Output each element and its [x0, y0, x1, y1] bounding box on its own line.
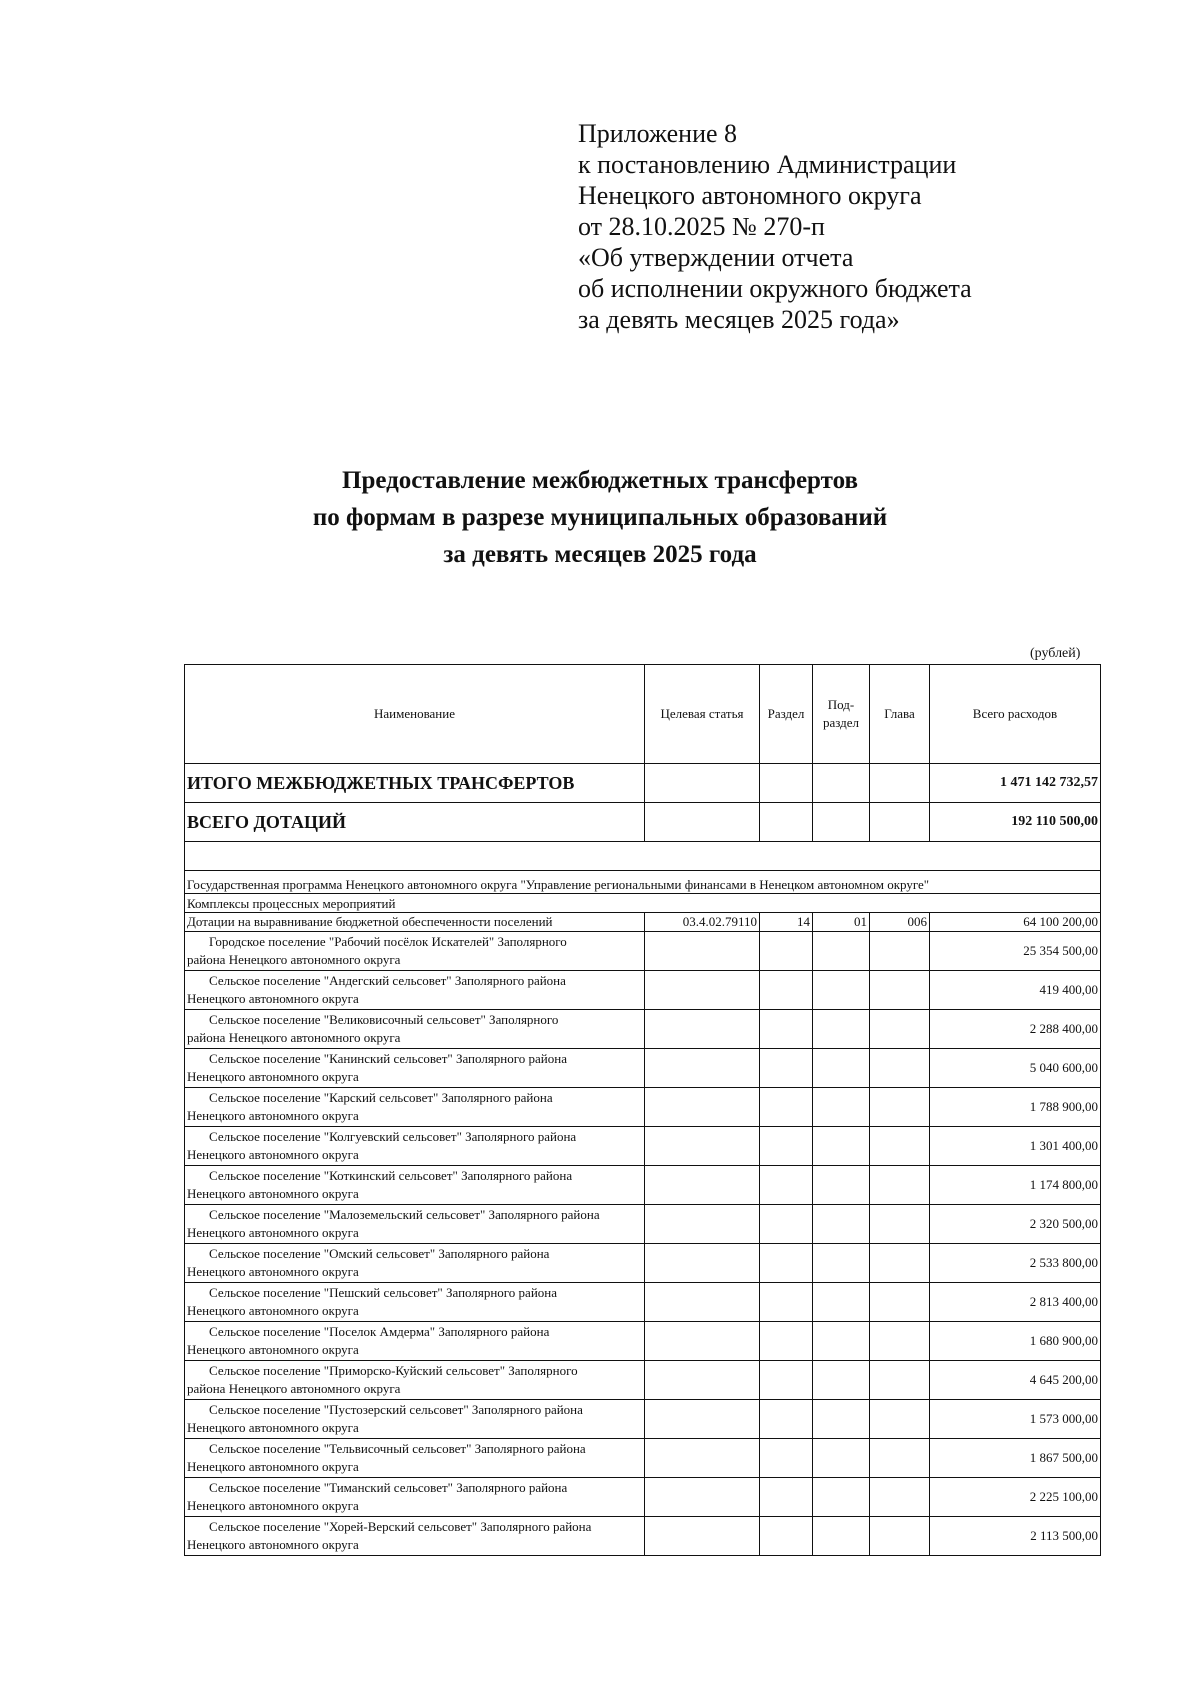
empty-cell	[645, 971, 760, 1010]
appendix-line: к постановлению Администрации	[578, 150, 957, 179]
program-name: Государственная программа Ненецкого автономного округа "Управление региональными финансами в Ненецком автономном округе"	[185, 871, 1101, 894]
total-subsidies-row	[185, 803, 1101, 842]
municipality-amount: 2 225 100,00	[930, 1478, 1101, 1517]
title-line: по формам в разрезе муниципальных образований	[312, 504, 888, 531]
empty-cell	[645, 1049, 760, 1088]
total-subsidies-name: ВСЕГО ДОТАЦИЙ	[185, 803, 645, 842]
empty-cell	[870, 1088, 930, 1127]
empty-cell	[813, 1010, 870, 1049]
subsidy-line-row	[185, 913, 1101, 932]
empty-cell	[813, 932, 870, 971]
subsidy-line-amount: 64 100 200,00	[930, 913, 1101, 932]
municipality-name-line1: Сельское поселение "Колгуевский сельсовет" Заполярного района	[209, 1129, 577, 1144]
empty-cell	[645, 1010, 760, 1049]
empty-cell	[760, 1088, 813, 1127]
municipality-name	[185, 1322, 645, 1361]
empty-cell	[870, 1244, 930, 1283]
empty-cell	[760, 1439, 813, 1478]
municipality-name-line1: Сельское поселение "Тельвисочный сельсовет" Заполярного района	[209, 1441, 586, 1456]
empty-cell	[870, 1010, 930, 1049]
municipality-name-line1: Сельское поселение "Тиманский сельсовет" Заполярного района	[209, 1480, 568, 1495]
empty-cell	[870, 1361, 930, 1400]
municipality-name-line1: Сельское поселение "Коткинский сельсовет" Заполярного района	[209, 1168, 573, 1183]
municipality-name	[185, 1283, 645, 1322]
total-transfers-amount: 1 471 142 732,57	[930, 764, 1101, 803]
empty-cell	[645, 1244, 760, 1283]
empty-cell	[645, 1439, 760, 1478]
municipality-amount: 1 573 000,00	[930, 1400, 1101, 1439]
complexes-name: Комплексы процессных мероприятий	[185, 894, 1101, 913]
appendix-line: за девять месяцев 2025 года»	[578, 305, 900, 334]
header-section: Раздел	[760, 665, 813, 764]
total-transfers-row	[185, 764, 1101, 803]
municipality-amount: 2 113 500,00	[930, 1517, 1101, 1556]
empty-cell	[813, 1088, 870, 1127]
empty-cell	[760, 1049, 813, 1088]
table-row	[185, 1049, 1101, 1088]
empty-cell	[760, 932, 813, 971]
empty-cell	[645, 1400, 760, 1439]
table-row	[185, 1517, 1101, 1556]
units-label: (рублей)	[1030, 646, 1081, 661]
municipality-amount: 419 400,00	[930, 971, 1101, 1010]
municipality-amount: 2 288 400,00	[930, 1010, 1101, 1049]
table-row	[185, 1088, 1101, 1127]
municipality-name-line2: Ненецкого автономного округа	[187, 1342, 359, 1357]
municipality-name-line2: района Ненецкого автономного округа	[187, 1030, 401, 1045]
empty-cell	[645, 1478, 760, 1517]
appendix-line: «Об утверждении отчета	[578, 243, 854, 272]
municipality-amount: 2 533 800,00	[930, 1244, 1101, 1283]
municipality-name	[185, 971, 645, 1010]
empty-cell	[813, 1439, 870, 1478]
subsidy-line-chapter: 006	[870, 913, 930, 932]
header-total: Всего расходов	[930, 665, 1101, 764]
municipality-amount: 25 354 500,00	[930, 932, 1101, 971]
municipality-name-line1: Сельское поселение "Карский сельсовет" Заполярного района	[209, 1090, 553, 1105]
empty-cell	[813, 1361, 870, 1400]
municipality-name	[185, 1478, 645, 1517]
municipality-name	[185, 1517, 645, 1556]
municipality-name	[185, 1049, 645, 1088]
municipality-name-line1: Сельское поселение "Малоземельский сельсовет" Заполярного района	[209, 1207, 600, 1222]
subsidy-line-target: 03.4.02.79110	[645, 913, 760, 932]
table-row	[185, 1439, 1101, 1478]
table-row	[185, 1010, 1101, 1049]
appendix-line: Ненецкого автономного округа	[578, 181, 922, 210]
municipality-name-line2: Ненецкого автономного округа	[187, 1459, 359, 1474]
empty-cell	[870, 1439, 930, 1478]
municipality-name	[185, 1439, 645, 1478]
empty-cell	[813, 1205, 870, 1244]
table-row	[185, 1361, 1101, 1400]
empty-cell	[813, 971, 870, 1010]
empty-cell	[813, 1478, 870, 1517]
municipality-name-line2: Ненецкого автономного округа	[187, 1537, 359, 1552]
empty-cell	[760, 1127, 813, 1166]
table-row	[185, 1166, 1101, 1205]
municipality-name-line2: Ненецкого автономного округа	[187, 1069, 359, 1084]
subsidy-line-name: Дотации на выравнивание бюджетной обеспеченности поселений	[185, 913, 645, 932]
empty-cell	[813, 1400, 870, 1439]
municipality-name-line1: Сельское поселение "Канинский сельсовет" Заполярного района	[209, 1051, 567, 1066]
municipality-amount: 1 301 400,00	[930, 1127, 1101, 1166]
municipality-amount: 5 040 600,00	[930, 1049, 1101, 1088]
header-name: Наименование	[185, 665, 645, 764]
municipality-amount: 2 813 400,00	[930, 1283, 1101, 1322]
municipality-amount: 1 680 900,00	[930, 1322, 1101, 1361]
empty-cell	[813, 1283, 870, 1322]
header-subsection-line1: Под-	[827, 697, 855, 712]
subsidy-line-section: 14	[760, 913, 813, 932]
appendix-line: об исполнении окружного бюджета	[578, 274, 972, 303]
title-line: за девять месяцев 2025 года	[443, 541, 757, 568]
empty-cell	[760, 1400, 813, 1439]
empty-cell	[760, 1244, 813, 1283]
empty-cell	[645, 1361, 760, 1400]
table-row	[185, 1127, 1101, 1166]
municipality-name-line1: Сельское поселение "Великовисочный сельсовет" Заполярного	[209, 1012, 559, 1027]
empty-cell	[870, 1166, 930, 1205]
table-row	[185, 1283, 1101, 1322]
empty-cell	[813, 1127, 870, 1166]
program-row	[185, 871, 1101, 894]
empty-cell	[645, 1166, 760, 1205]
table-row	[185, 1478, 1101, 1517]
appendix-block	[578, 118, 972, 335]
municipality-name	[185, 932, 645, 971]
empty-cell	[760, 1166, 813, 1205]
total-transfers-name: ИТОГО МЕЖБЮДЖЕТНЫХ ТРАНСФЕРТОВ	[185, 764, 645, 803]
municipality-name	[185, 1010, 645, 1049]
empty-cell	[760, 1205, 813, 1244]
empty-cell	[760, 1283, 813, 1322]
header-subsection	[813, 665, 870, 764]
empty-cell	[870, 1205, 930, 1244]
municipality-name-line1: Сельское поселение "Пустозерский сельсовет" Заполярного района	[209, 1402, 583, 1417]
municipality-amount: 1 867 500,00	[930, 1439, 1101, 1478]
empty-cell	[760, 1517, 813, 1556]
spacer-row	[185, 842, 1101, 871]
empty-cell	[870, 932, 930, 971]
empty-cell	[645, 1322, 760, 1361]
municipality-name-line2: Ненецкого автономного округа	[187, 1264, 359, 1279]
municipality-name	[185, 1166, 645, 1205]
municipality-name	[185, 1244, 645, 1283]
municipality-name	[185, 1088, 645, 1127]
empty-cell	[760, 971, 813, 1010]
empty-cell	[870, 1400, 930, 1439]
municipality-name-line1: Сельское поселение "Омский сельсовет" Заполярного района	[209, 1246, 550, 1261]
subsidy-line-subsection: 01	[813, 913, 870, 932]
empty-cell	[760, 1361, 813, 1400]
complexes-row	[185, 894, 1101, 913]
empty-cell	[870, 1517, 930, 1556]
header-subsection-line2: раздел	[822, 715, 860, 730]
table-row	[185, 1205, 1101, 1244]
header-target: Целевая статья	[645, 665, 760, 764]
municipality-name-line2: Ненецкого автономного округа	[187, 1303, 359, 1318]
empty-cell	[645, 1127, 760, 1166]
municipality-amount: 1 174 800,00	[930, 1166, 1101, 1205]
municipality-name-line2: Ненецкого автономного округа	[187, 1147, 359, 1162]
empty-cell	[760, 1322, 813, 1361]
empty-cell	[870, 1283, 930, 1322]
municipality-name-line2: Ненецкого автономного округа	[187, 991, 359, 1006]
municipality-name-line1: Сельское поселение "Поселок Амдерма" Заполярного района	[209, 1324, 550, 1339]
empty-cell	[813, 1166, 870, 1205]
table-row	[185, 932, 1101, 971]
empty-cell	[813, 1517, 870, 1556]
header-chapter: Глава	[870, 665, 930, 764]
table-header-row	[185, 665, 1101, 764]
empty-cell	[813, 1049, 870, 1088]
municipality-name-line2: Ненецкого автономного округа	[187, 1420, 359, 1435]
municipality-name-line2: Ненецкого автономного округа	[187, 1498, 359, 1513]
municipality-name	[185, 1400, 645, 1439]
empty-cell	[645, 1205, 760, 1244]
municipality-name-line2: Ненецкого автономного округа	[187, 1225, 359, 1240]
table-row	[185, 971, 1101, 1010]
municipality-name-line1: Сельское поселение "Пешский сельсовет" Заполярного района	[209, 1285, 558, 1300]
municipality-amount: 1 788 900,00	[930, 1088, 1101, 1127]
empty-cell	[760, 1010, 813, 1049]
empty-cell	[870, 1478, 930, 1517]
municipality-name	[185, 1361, 645, 1400]
appendix-line: Приложение 8	[578, 119, 738, 148]
empty-cell	[645, 1088, 760, 1127]
empty-cell	[760, 1478, 813, 1517]
municipality-rows	[185, 932, 1101, 1556]
empty-cell	[645, 932, 760, 971]
empty-cell	[870, 1049, 930, 1088]
empty-cell	[870, 1322, 930, 1361]
municipality-name-line2: Ненецкого автономного округа	[187, 1186, 359, 1201]
document-title	[0, 462, 1200, 573]
municipality-name-line2: Ненецкого автономного округа	[187, 1108, 359, 1123]
empty-cell	[870, 1127, 930, 1166]
total-subsidies-amount: 192 110 500,00	[930, 803, 1101, 842]
municipality-name-line2: района Ненецкого автономного округа	[187, 1381, 401, 1396]
transfers-table	[184, 664, 1101, 1556]
municipality-amount: 4 645 200,00	[930, 1361, 1101, 1400]
municipality-name-line1: Городское поселение "Рабочий посёлок Искателей" Заполярного	[209, 934, 567, 949]
empty-cell	[870, 971, 930, 1010]
municipality-name-line1: Сельское поселение "Андегский сельсовет" Заполярного района	[209, 973, 566, 988]
municipality-name	[185, 1205, 645, 1244]
title-line: Предоставление межбюджетных трансфертов	[342, 467, 858, 494]
municipality-name	[185, 1127, 645, 1166]
municipality-name-line1: Сельское поселение "Хорей-Верский сельсовет" Заполярного района	[209, 1519, 592, 1534]
municipality-name-line2: района Ненецкого автономного округа	[187, 952, 401, 967]
municipality-amount: 2 320 500,00	[930, 1205, 1101, 1244]
municipality-name-line1: Сельское поселение "Приморско-Куйский сельсовет" Заполярного	[209, 1363, 578, 1378]
table-row	[185, 1400, 1101, 1439]
empty-cell	[813, 1322, 870, 1361]
appendix-line: от 28.10.2025 № 270-п	[578, 212, 825, 241]
table-row	[185, 1244, 1101, 1283]
empty-cell	[813, 1244, 870, 1283]
table-row	[185, 1322, 1101, 1361]
empty-cell	[645, 1283, 760, 1322]
empty-cell	[645, 1517, 760, 1556]
